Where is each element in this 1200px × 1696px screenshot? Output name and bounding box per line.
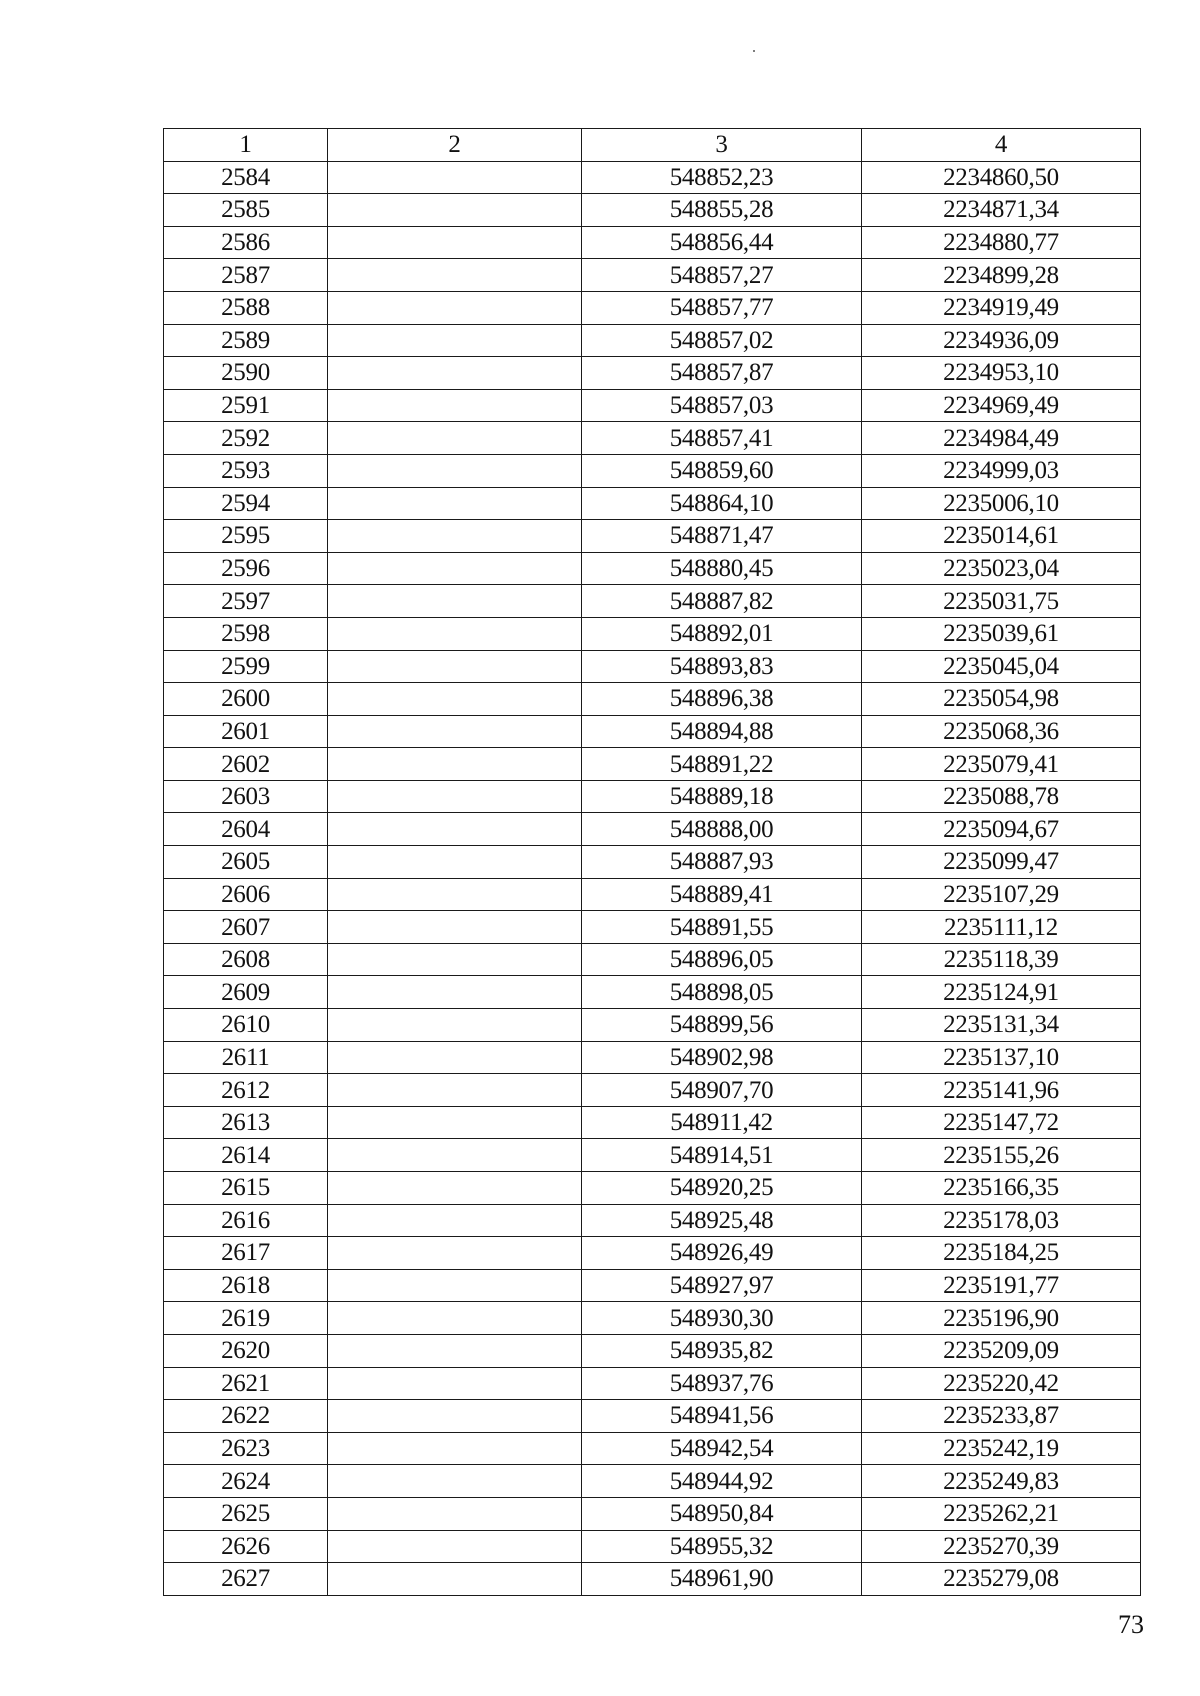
table-row (164, 552, 1141, 585)
point-number-cell: 2591 (164, 389, 328, 422)
table-row (164, 1074, 1141, 1107)
description-cell (328, 976, 582, 1009)
y-coordinate-cell: 2235118,39 (862, 943, 1141, 976)
y-coordinate-cell: 2235088,78 (862, 780, 1141, 813)
x-coordinate-cell: 548902,98 (582, 1041, 862, 1074)
point-number-cell: 2584 (164, 161, 328, 194)
y-coordinate-cell: 2235137,10 (862, 1041, 1141, 1074)
y-coordinate-cell: 2235045,04 (862, 650, 1141, 683)
x-coordinate-cell: 548891,55 (582, 911, 862, 944)
x-coordinate-cell: 548950,84 (582, 1497, 862, 1530)
y-coordinate-cell: 2235111,12 (862, 911, 1141, 944)
point-number-cell: 2599 (164, 650, 328, 683)
point-number-cell: 2613 (164, 1106, 328, 1139)
y-coordinate-cell: 2234880,77 (862, 226, 1141, 259)
description-cell (328, 324, 582, 357)
x-coordinate-cell: 548893,83 (582, 650, 862, 683)
coordinates-table (163, 128, 1141, 1596)
point-number-cell: 2590 (164, 357, 328, 390)
description-cell (328, 194, 582, 227)
x-coordinate-cell: 548937,76 (582, 1367, 862, 1400)
x-coordinate-cell: 548911,42 (582, 1106, 862, 1139)
table-row (164, 1269, 1141, 1302)
y-coordinate-cell: 2234919,49 (862, 291, 1141, 324)
table-row (164, 878, 1141, 911)
point-number-cell: 2617 (164, 1237, 328, 1270)
table-row (164, 846, 1141, 879)
point-number-cell: 2607 (164, 911, 328, 944)
table-row (164, 1009, 1141, 1042)
x-coordinate-cell: 548859,60 (582, 454, 862, 487)
table-row (164, 976, 1141, 1009)
description-cell (328, 1497, 582, 1530)
x-coordinate-cell: 548894,88 (582, 715, 862, 748)
point-number-cell: 2592 (164, 422, 328, 455)
table-row (164, 422, 1141, 455)
x-coordinate-cell: 548857,77 (582, 291, 862, 324)
point-number-cell: 2623 (164, 1432, 328, 1465)
y-coordinate-cell: 2235233,87 (862, 1400, 1141, 1433)
point-number-cell: 2597 (164, 585, 328, 618)
column-header: 2 (328, 129, 582, 162)
table-row (164, 1497, 1141, 1530)
description-cell (328, 715, 582, 748)
table-row (164, 161, 1141, 194)
y-coordinate-cell: 2235006,10 (862, 487, 1141, 520)
description-cell (328, 1465, 582, 1498)
description-cell (328, 1074, 582, 1107)
point-number-cell: 2609 (164, 976, 328, 1009)
x-coordinate-cell: 548942,54 (582, 1432, 862, 1465)
y-coordinate-cell: 2235107,29 (862, 878, 1141, 911)
point-number-cell: 2588 (164, 291, 328, 324)
description-cell (328, 911, 582, 944)
description-cell (328, 650, 582, 683)
y-coordinate-cell: 2234899,28 (862, 259, 1141, 292)
table-row (164, 715, 1141, 748)
point-number-cell: 2585 (164, 194, 328, 227)
scan-speck (753, 50, 755, 52)
point-number-cell: 2611 (164, 1041, 328, 1074)
table-row (164, 324, 1141, 357)
point-number-cell: 2621 (164, 1367, 328, 1400)
table-row (164, 683, 1141, 716)
table-row (164, 780, 1141, 813)
y-coordinate-cell: 2235039,61 (862, 617, 1141, 650)
y-coordinate-cell: 2234999,03 (862, 454, 1141, 487)
table-row (164, 1172, 1141, 1205)
description-cell (328, 846, 582, 879)
table-row (164, 1204, 1141, 1237)
point-number-cell: 2601 (164, 715, 328, 748)
point-number-cell: 2596 (164, 552, 328, 585)
y-coordinate-cell: 2235031,75 (862, 585, 1141, 618)
table-row (164, 357, 1141, 390)
y-coordinate-cell: 2235178,03 (862, 1204, 1141, 1237)
y-coordinate-cell: 2235279,08 (862, 1563, 1141, 1596)
table-row (164, 1400, 1141, 1433)
table-row (164, 291, 1141, 324)
table-row (164, 194, 1141, 227)
y-coordinate-cell: 2235079,41 (862, 748, 1141, 781)
column-header: 1 (164, 129, 328, 162)
y-coordinate-cell: 2235131,34 (862, 1009, 1141, 1042)
point-number-cell: 2615 (164, 1172, 328, 1205)
description-cell (328, 291, 582, 324)
x-coordinate-cell: 548896,38 (582, 683, 862, 716)
description-cell (328, 1172, 582, 1205)
table-row (164, 943, 1141, 976)
table-body (164, 161, 1141, 1595)
point-number-cell: 2598 (164, 617, 328, 650)
column-header: 3 (582, 129, 862, 162)
table-row (164, 259, 1141, 292)
point-number-cell: 2605 (164, 846, 328, 879)
point-number-cell: 2618 (164, 1269, 328, 1302)
x-coordinate-cell: 548856,44 (582, 226, 862, 259)
x-coordinate-cell: 548888,00 (582, 813, 862, 846)
point-number-cell: 2587 (164, 259, 328, 292)
x-coordinate-cell: 548920,25 (582, 1172, 862, 1205)
table-row (164, 1041, 1141, 1074)
description-cell (328, 1400, 582, 1433)
point-number-cell: 2626 (164, 1530, 328, 1563)
x-coordinate-cell: 548855,28 (582, 194, 862, 227)
point-number-cell: 2614 (164, 1139, 328, 1172)
description-cell (328, 422, 582, 455)
point-number-cell: 2620 (164, 1334, 328, 1367)
description-cell (328, 1563, 582, 1596)
x-coordinate-cell: 548896,05 (582, 943, 862, 976)
x-coordinate-cell: 548889,41 (582, 878, 862, 911)
x-coordinate-cell: 548857,02 (582, 324, 862, 357)
point-number-cell: 2616 (164, 1204, 328, 1237)
description-cell (328, 617, 582, 650)
table-row (164, 585, 1141, 618)
point-number-cell: 2612 (164, 1074, 328, 1107)
description-cell (328, 1237, 582, 1270)
description-cell (328, 1269, 582, 1302)
description-cell (328, 389, 582, 422)
y-coordinate-cell: 2235262,21 (862, 1497, 1141, 1530)
x-coordinate-cell: 548914,51 (582, 1139, 862, 1172)
description-cell (328, 748, 582, 781)
description-cell (328, 683, 582, 716)
x-coordinate-cell: 548871,47 (582, 520, 862, 553)
table-row (164, 617, 1141, 650)
x-coordinate-cell: 548887,93 (582, 846, 862, 879)
y-coordinate-cell: 2235184,25 (862, 1237, 1141, 1270)
x-coordinate-cell: 548907,70 (582, 1074, 862, 1107)
point-number-cell: 2586 (164, 226, 328, 259)
y-coordinate-cell: 2235191,77 (862, 1269, 1141, 1302)
y-coordinate-cell: 2234936,09 (862, 324, 1141, 357)
x-coordinate-cell: 548926,49 (582, 1237, 862, 1270)
y-coordinate-cell: 2235068,36 (862, 715, 1141, 748)
description-cell (328, 813, 582, 846)
x-coordinate-cell: 548887,82 (582, 585, 862, 618)
table-row (164, 1302, 1141, 1335)
description-cell (328, 1041, 582, 1074)
y-coordinate-cell: 2235141,96 (862, 1074, 1141, 1107)
y-coordinate-cell: 2235054,98 (862, 683, 1141, 716)
description-cell (328, 1302, 582, 1335)
table-row (164, 226, 1141, 259)
point-number-cell: 2595 (164, 520, 328, 553)
y-coordinate-cell: 2234860,50 (862, 161, 1141, 194)
y-coordinate-cell: 2235099,47 (862, 846, 1141, 879)
x-coordinate-cell: 548898,05 (582, 976, 862, 1009)
point-number-cell: 2606 (164, 878, 328, 911)
x-coordinate-cell: 548889,18 (582, 780, 862, 813)
y-coordinate-cell: 2235155,26 (862, 1139, 1141, 1172)
table-row (164, 748, 1141, 781)
point-number-cell: 2627 (164, 1563, 328, 1596)
description-cell (328, 878, 582, 911)
y-coordinate-cell: 2235124,91 (862, 976, 1141, 1009)
table-row (164, 1465, 1141, 1498)
y-coordinate-cell: 2235242,19 (862, 1432, 1141, 1465)
point-number-cell: 2593 (164, 454, 328, 487)
column-header: 4 (862, 129, 1141, 162)
description-cell (328, 585, 582, 618)
table-row (164, 1530, 1141, 1563)
x-coordinate-cell: 548864,10 (582, 487, 862, 520)
x-coordinate-cell: 548880,45 (582, 552, 862, 585)
table-row (164, 1139, 1141, 1172)
table-row (164, 650, 1141, 683)
y-coordinate-cell: 2235270,39 (862, 1530, 1141, 1563)
point-number-cell: 2610 (164, 1009, 328, 1042)
point-number-cell: 2604 (164, 813, 328, 846)
y-coordinate-cell: 2235220,42 (862, 1367, 1141, 1400)
x-coordinate-cell: 548944,92 (582, 1465, 862, 1498)
description-cell (328, 487, 582, 520)
description-cell (328, 943, 582, 976)
y-coordinate-cell: 2235196,90 (862, 1302, 1141, 1335)
table-row (164, 1334, 1141, 1367)
y-coordinate-cell: 2234871,34 (862, 194, 1141, 227)
description-cell (328, 1106, 582, 1139)
y-coordinate-cell: 2235249,83 (862, 1465, 1141, 1498)
point-number-cell: 2608 (164, 943, 328, 976)
x-coordinate-cell: 548892,01 (582, 617, 862, 650)
y-coordinate-cell: 2234969,49 (862, 389, 1141, 422)
description-cell (328, 357, 582, 390)
table-row (164, 1106, 1141, 1139)
x-coordinate-cell: 548961,90 (582, 1563, 862, 1596)
x-coordinate-cell: 548927,97 (582, 1269, 862, 1302)
description-cell (328, 161, 582, 194)
x-coordinate-cell: 548899,56 (582, 1009, 862, 1042)
x-coordinate-cell: 548941,56 (582, 1400, 862, 1433)
table-row (164, 520, 1141, 553)
description-cell (328, 1204, 582, 1237)
x-coordinate-cell: 548857,87 (582, 357, 862, 390)
point-number-cell: 2603 (164, 780, 328, 813)
point-number-cell: 2624 (164, 1465, 328, 1498)
y-coordinate-cell: 2234953,10 (862, 357, 1141, 390)
table-row (164, 1432, 1141, 1465)
description-cell (328, 1367, 582, 1400)
table-row (164, 389, 1141, 422)
point-number-cell: 2602 (164, 748, 328, 781)
table-row (164, 1563, 1141, 1596)
description-cell (328, 226, 582, 259)
description-cell (328, 1530, 582, 1563)
y-coordinate-cell: 2234984,49 (862, 422, 1141, 455)
point-number-cell: 2625 (164, 1497, 328, 1530)
x-coordinate-cell: 548857,41 (582, 422, 862, 455)
description-cell (328, 1009, 582, 1042)
y-coordinate-cell: 2235147,72 (862, 1106, 1141, 1139)
page-number: 73 (1118, 1610, 1144, 1639)
table-row (164, 813, 1141, 846)
point-number-cell: 2594 (164, 487, 328, 520)
description-cell (328, 1334, 582, 1367)
x-coordinate-cell: 548935,82 (582, 1334, 862, 1367)
table-row (164, 911, 1141, 944)
x-coordinate-cell: 548955,32 (582, 1530, 862, 1563)
x-coordinate-cell: 548930,30 (582, 1302, 862, 1335)
x-coordinate-cell: 548857,27 (582, 259, 862, 292)
y-coordinate-cell: 2235209,09 (862, 1334, 1141, 1367)
x-coordinate-cell: 548925,48 (582, 1204, 862, 1237)
point-number-cell: 2589 (164, 324, 328, 357)
description-cell (328, 259, 582, 292)
table-row (164, 1367, 1141, 1400)
x-coordinate-cell: 548891,22 (582, 748, 862, 781)
description-cell (328, 780, 582, 813)
description-cell (328, 552, 582, 585)
x-coordinate-cell: 548857,03 (582, 389, 862, 422)
point-number-cell: 2619 (164, 1302, 328, 1335)
description-cell (328, 1432, 582, 1465)
table-row (164, 487, 1141, 520)
table-header-row (164, 129, 1141, 162)
y-coordinate-cell: 2235014,61 (862, 520, 1141, 553)
description-cell (328, 454, 582, 487)
point-number-cell: 2622 (164, 1400, 328, 1433)
description-cell (328, 520, 582, 553)
y-coordinate-cell: 2235023,04 (862, 552, 1141, 585)
table-row (164, 1237, 1141, 1270)
y-coordinate-cell: 2235094,67 (862, 813, 1141, 846)
table-row (164, 454, 1141, 487)
description-cell (328, 1139, 582, 1172)
x-coordinate-cell: 548852,23 (582, 161, 862, 194)
y-coordinate-cell: 2235166,35 (862, 1172, 1141, 1205)
point-number-cell: 2600 (164, 683, 328, 716)
